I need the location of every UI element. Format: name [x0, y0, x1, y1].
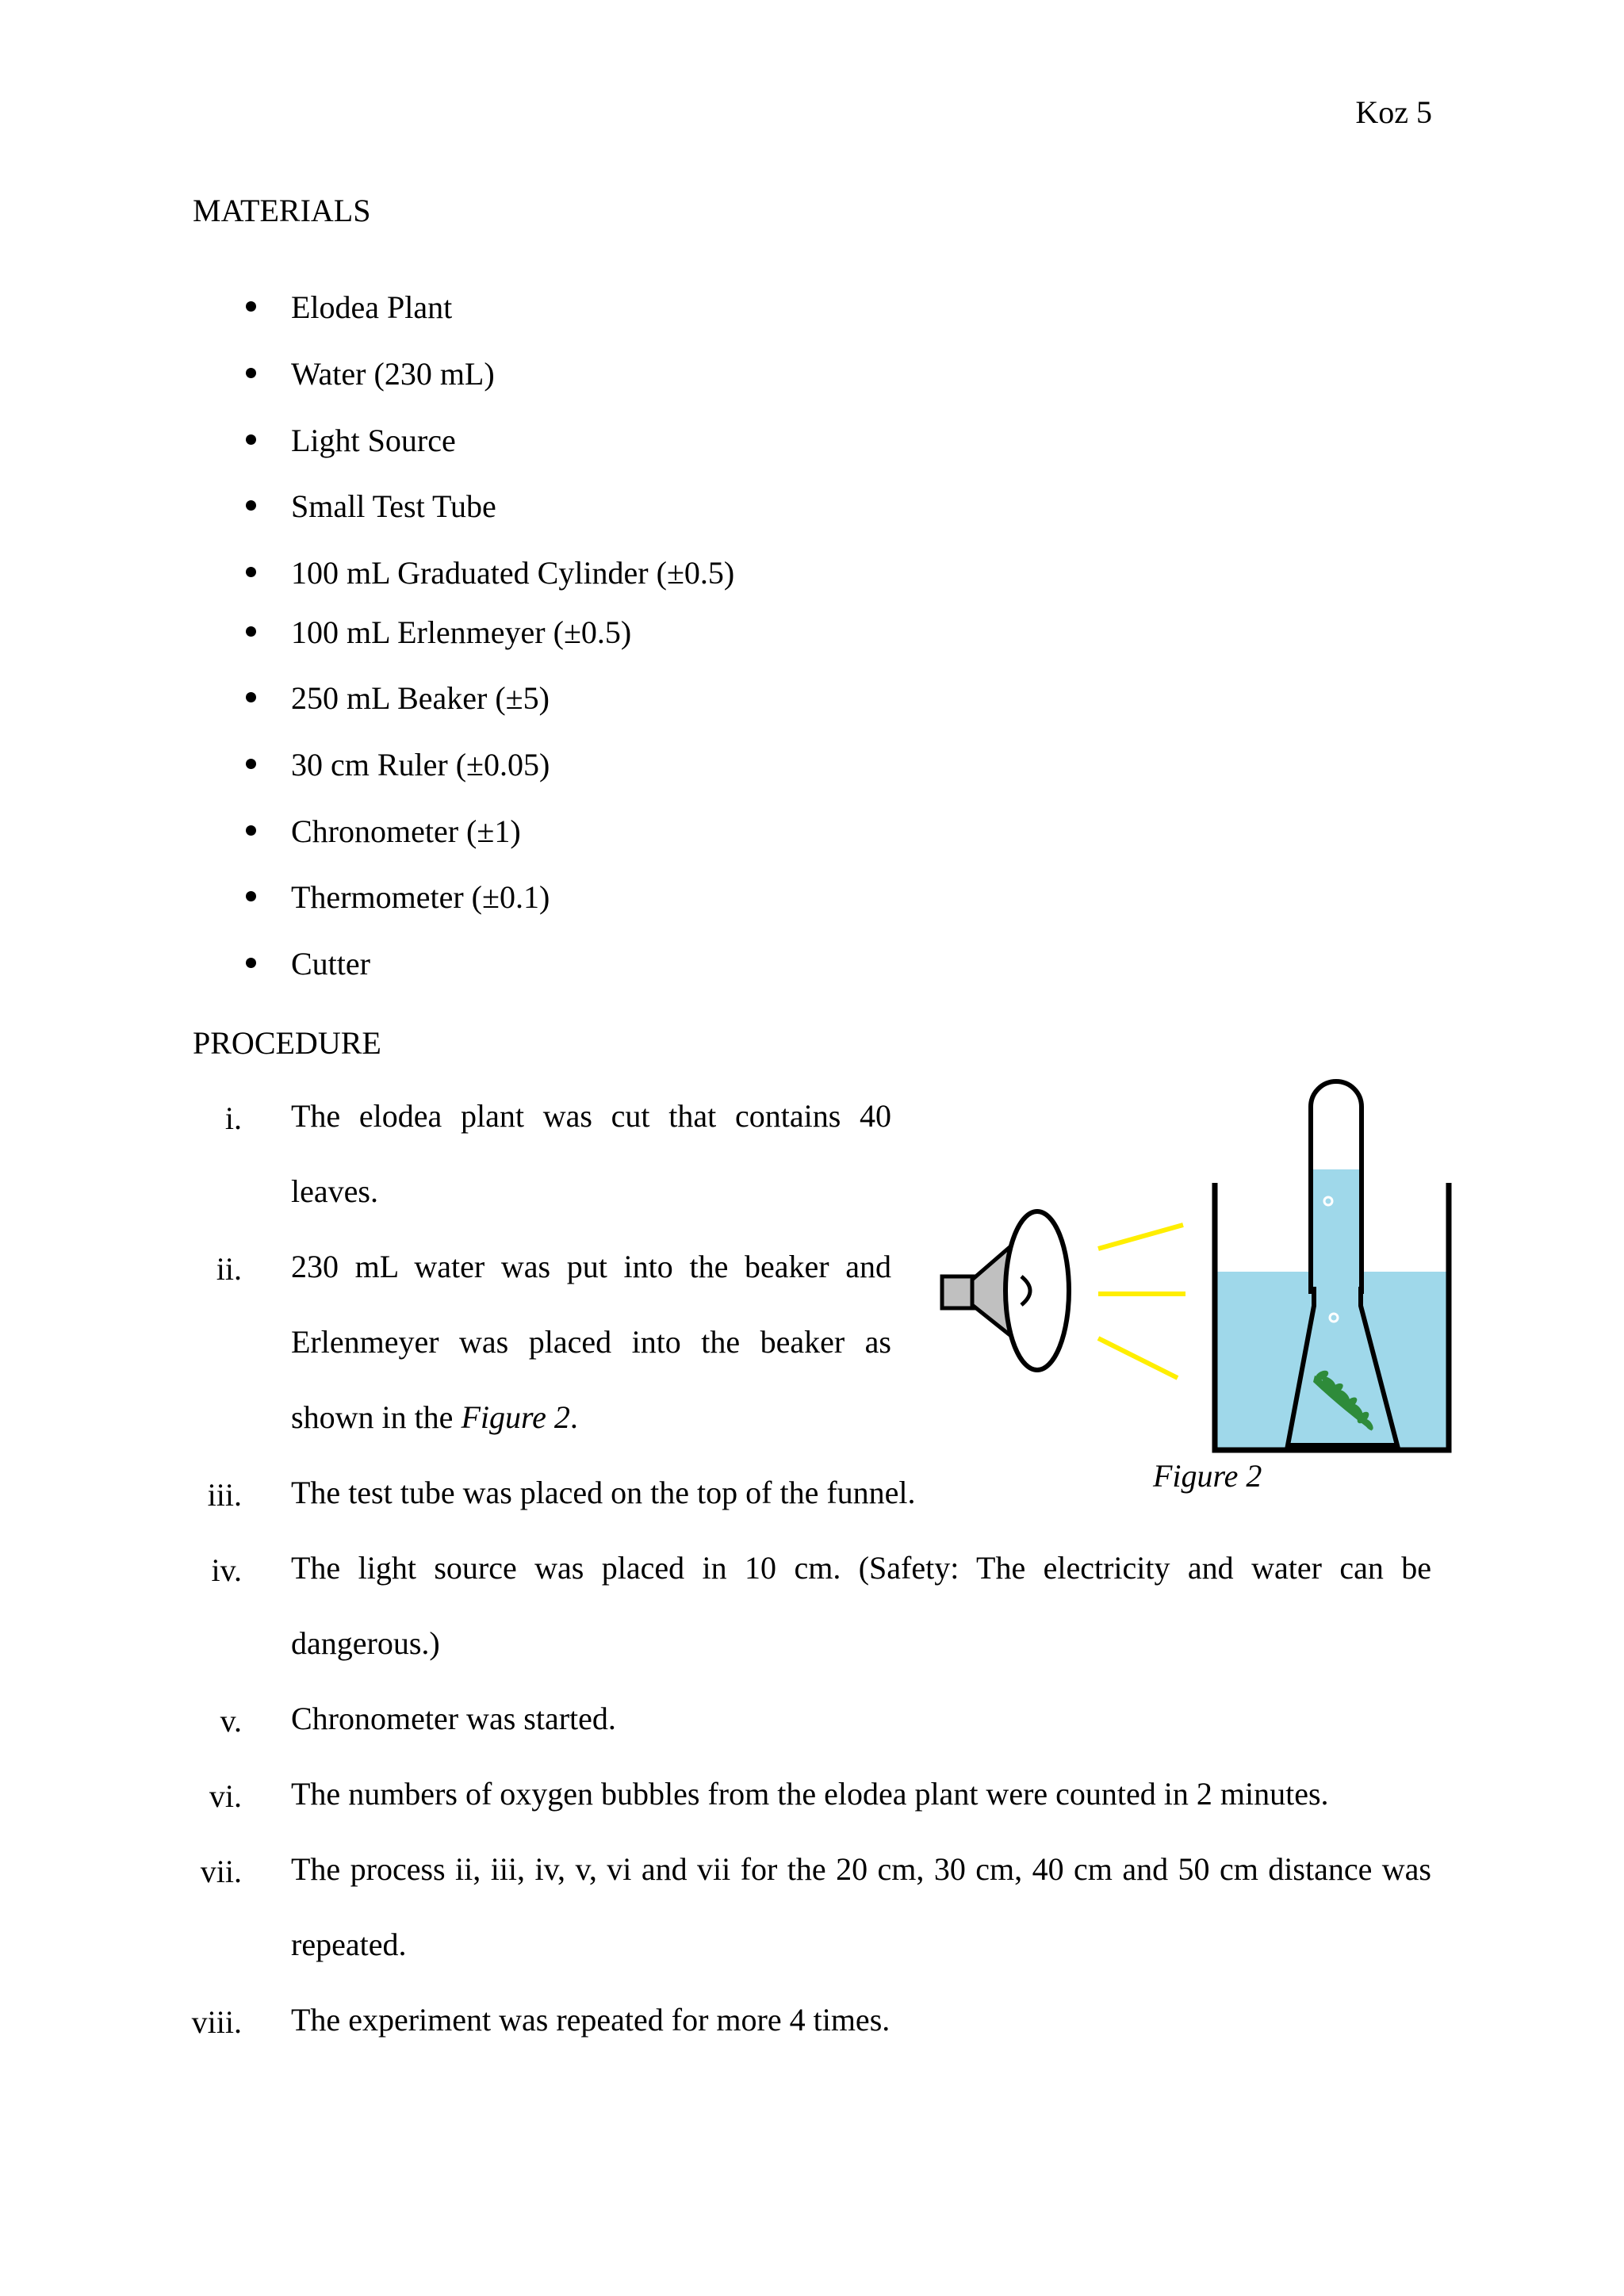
material-item-label: 100 mL Graduated Cylinder (±0.5): [291, 555, 735, 591]
step-text: The numbers of oxygen bubbles from the elodea plant were counted in 2 minutes.: [291, 1776, 1329, 1812]
material-item-label: 250 mL Beaker (±5): [291, 680, 550, 716]
bullet-icon: [246, 301, 256, 312]
step-numeral: vi.: [209, 1778, 242, 1814]
step-numeral: viii.: [191, 2004, 242, 2040]
step-text: Chronometer was started.: [291, 1701, 616, 1736]
test-tube-water: [1311, 1169, 1362, 1287]
bullet-icon: [246, 891, 256, 901]
figure-2: [928, 1078, 1467, 1494]
light-rays: [1098, 1225, 1185, 1378]
material-item-label: Small Test Tube: [291, 488, 496, 524]
step-numeral: vii.: [200, 1854, 242, 1889]
bullet-icon: [246, 567, 256, 577]
bullet-icon: [246, 434, 256, 445]
material-item-label: Water (230 mL): [291, 356, 495, 392]
bullet-icon: [246, 825, 256, 836]
apparatus-diagram: [928, 1078, 1467, 1459]
materials-heading: MATERIALS: [193, 193, 371, 228]
page-header: Koz 5: [1355, 94, 1432, 130]
step-numeral: iii.: [207, 1477, 242, 1513]
test-tube: [1311, 1081, 1362, 1294]
step-numeral: i.: [224, 1100, 242, 1136]
material-item-label: Cutter: [291, 946, 370, 982]
step-text: The light source was placed in 10 cm. (Safety: The electricity and water can be dangerous.): [291, 1550, 1431, 1661]
lamp-handle: [942, 1276, 974, 1308]
lamp-icon: [942, 1211, 1069, 1370]
step-text-part: 230 mL water was put into the beaker and Erlenmeyer was placed into the beaker as shown in the: [291, 1249, 891, 1435]
material-item-label: Elodea Plant: [291, 289, 453, 325]
lamp-lens: [1005, 1211, 1069, 1370]
step-text: The process ii, iii, iv, v, vi and vii for the 20 cm, 30 cm, 40 cm and 50 cm distance was repeated.: [291, 1851, 1431, 1962]
step-text: [291, 1229, 891, 1455]
material-item-label: Light Source: [291, 423, 456, 458]
light-ray: [1098, 1338, 1178, 1378]
figure-reference: Figure 2: [461, 1399, 570, 1435]
step-text: The elodea plant was cut that contains 40 leaves.: [291, 1098, 891, 1209]
bullet-icon: [246, 368, 256, 378]
step-text: The test tube was placed on the top of the funnel.: [291, 1475, 916, 1510]
material-item-label: Thermometer (±0.1): [291, 879, 550, 915]
light-ray: [1098, 1225, 1183, 1249]
material-item-label: Chronometer (±1): [291, 813, 521, 849]
material-item-label: 30 cm Ruler (±0.05): [291, 747, 550, 783]
bullet-icon: [246, 692, 256, 702]
bullet-icon: [246, 500, 256, 511]
step-text-part: .: [569, 1399, 578, 1435]
step-text: The experiment was repeated for more 4 times.: [291, 2002, 891, 2038]
step-numeral: v.: [220, 1703, 242, 1739]
step-numeral: ii.: [216, 1251, 242, 1287]
procedure-heading: PROCEDURE: [193, 1025, 381, 1061]
figure-caption: Figure 2: [1153, 1458, 1262, 1494]
bullet-icon: [246, 759, 256, 769]
material-item-label: 100 mL Erlenmeyer (±0.5): [291, 614, 632, 650]
step-numeral: iv.: [211, 1552, 242, 1588]
bullet-icon: [246, 626, 256, 637]
bullet-icon: [246, 958, 256, 968]
